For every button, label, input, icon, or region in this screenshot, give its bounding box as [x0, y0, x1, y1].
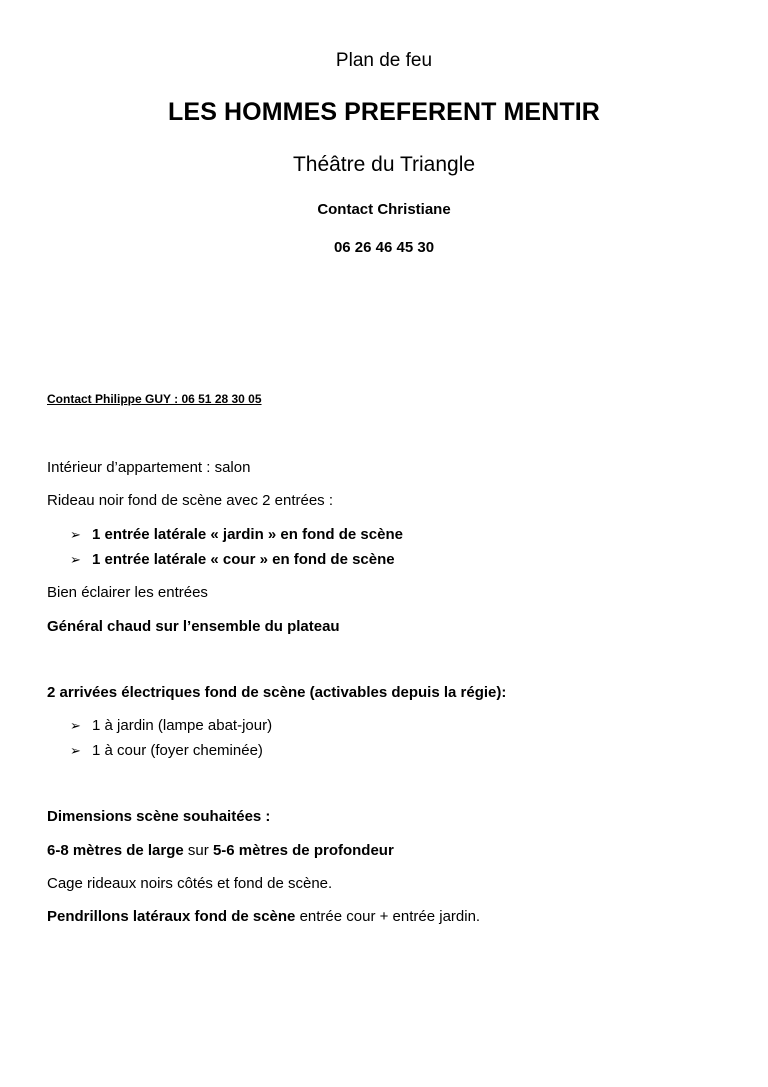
arrow-bullet-icon: ➢: [70, 527, 81, 542]
list-item: [70, 551, 395, 568]
depth-value: 5-6 mètres de profondeur: [212, 842, 394, 859]
list-item: [70, 742, 263, 759]
width-join: sur: [183, 842, 213, 859]
document-subtitle: Plan de feu: [335, 50, 433, 71]
electric-item-cour: 1 à cour (foyer cheminée): [92, 742, 263, 759]
contact-philippe: Contact Philippe GUY : 06 51 28 30 05: [47, 392, 262, 406]
lighting-entries-text: Bien éclairer les entrées: [47, 584, 208, 601]
width-value: 6-8 mètres de large: [47, 842, 184, 859]
electric-item-jardin: 1 à jardin (lampe abat-jour): [92, 717, 273, 734]
pendrillons-bold: Pendrillons latéraux fond de scène: [47, 908, 296, 925]
contact-name: Contact Christiane: [317, 201, 451, 218]
general-warm-text: Général chaud sur l’ensemble du plateau: [47, 618, 340, 635]
venue-name: Théâtre du Triangle: [292, 153, 476, 176]
pendrillons-text: [47, 908, 480, 925]
pendrillons-rest: entrée cour + entrée jardin.: [295, 908, 481, 925]
list-item: [70, 717, 272, 734]
arrow-bullet-icon: ➢: [70, 552, 81, 567]
arrow-bullet-icon: ➢: [70, 718, 81, 733]
contact-phone: 06 26 46 45 30: [333, 239, 435, 256]
dimensions-size: [47, 842, 394, 859]
arrow-bullet-icon: ➢: [70, 743, 81, 758]
entry-jardin: 1 entrée latérale « jardin » en fond de scène: [92, 526, 403, 543]
list-item: [70, 526, 403, 543]
interior-text: Intérieur d’appartement : salon: [47, 459, 251, 476]
document-title: LES HOMMES PREFERENT MENTIR: [168, 98, 600, 126]
dimensions-heading: Dimensions scène souhaitées :: [47, 808, 271, 825]
cage-text: Cage rideaux noirs côtés et fond de scène.: [47, 875, 333, 892]
entry-cour: 1 entrée latérale « cour » en fond de scène: [92, 551, 395, 568]
curtain-text: Rideau noir fond de scène avec 2 entrées :: [47, 492, 334, 509]
electric-heading: 2 arrivées électriques fond de scène (activables depuis la régie):: [47, 684, 507, 701]
